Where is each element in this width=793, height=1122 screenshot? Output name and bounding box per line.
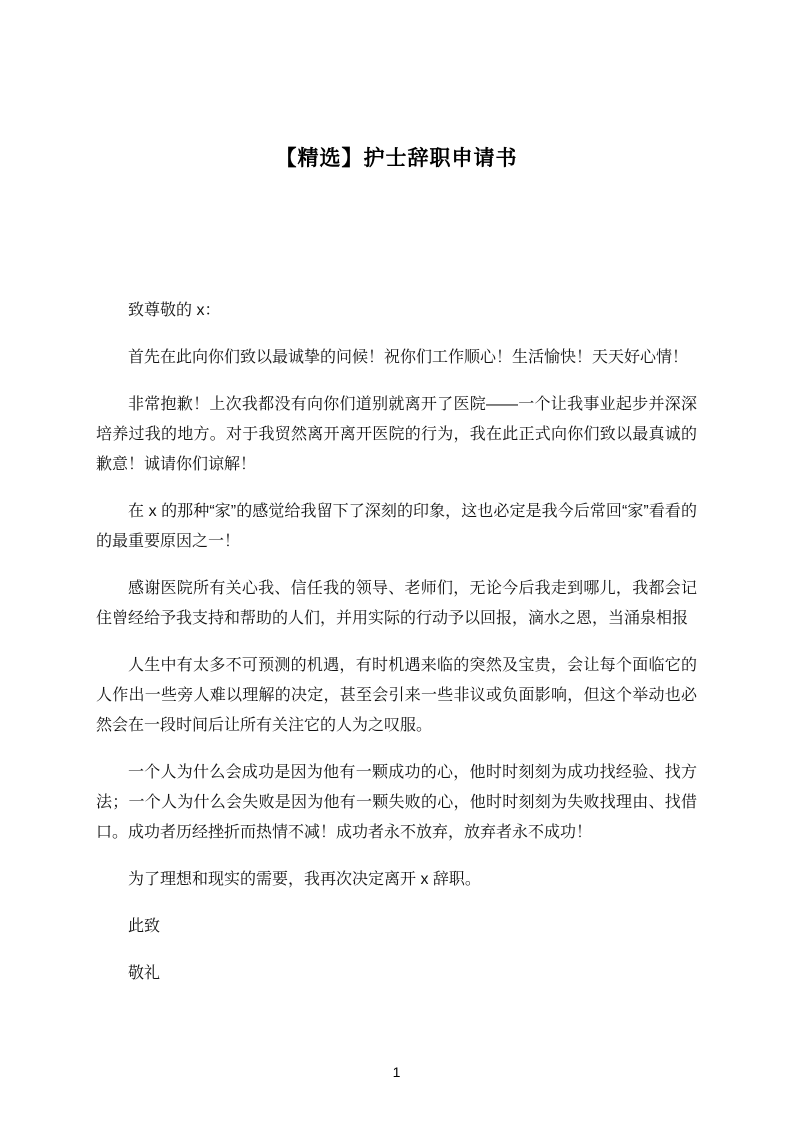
paragraph-decision: 为了理想和现实的需要，我再次决定离开 x 辞职。 (128, 871, 481, 888)
paragraph-greeting: 首先在此向你们致以最诚挚的问候！祝你们工作顺心！生活愉快！天天好心情！ (128, 349, 689, 366)
paragraph-salutation: 致尊敬的 x： (128, 302, 221, 319)
paragraph-thanks: 感谢医院所有关心我、信任我的领导、老师们，无论今后我走到哪儿，我都会记住曾经给予我支持和帮助的人们，并用实际的行动予以回报，滴水之恩，当涌泉相报 (96, 580, 697, 627)
paragraph-opportunity: 人生中有太多不可预测的机遇，有时机遇来临的突然及宝贵，会让每个面临它的人作出一些旁人难以理解的决定，甚至会引来一些非议或负面影响，但这个举动也必然会在一段时间后让所有关注它的人为之叹服。 (96, 657, 697, 734)
paragraph-success: 一个人为什么会成功是因为他有一颗成功的心，他时时刻刻为成功找经验、找方法；一个人为什么会失败是因为他有一颗失败的心，他时时刻刻为失败找理由、找借口。成功者历经挫折而热情不减！成功者永不放弃，放弃者永不成功！ (96, 764, 697, 841)
document-body (96, 296, 697, 989)
paragraph-apology: 非常抱歉！上次我都没有向你们道别就离开了医院——一个让我事业起步并深深培养过我的地方。对于我贸然离开离开医院的行为，我在此正式向你们致以最真诚的歉意！诚请你们谅解！ (96, 396, 697, 473)
paragraph-jingli: 敬礼 (128, 965, 161, 982)
page-number: 1 (392, 1064, 401, 1080)
paragraph-zhici: 此致 (128, 918, 161, 935)
document-title: 【精选】护士辞职申请书 (275, 147, 518, 170)
paragraph-home-feeling: 在 x 的那种“家”的感觉给我留下了深刻的印象，这也必定是我今后常回“家”看看的的最重要原因之一！ (96, 503, 697, 550)
